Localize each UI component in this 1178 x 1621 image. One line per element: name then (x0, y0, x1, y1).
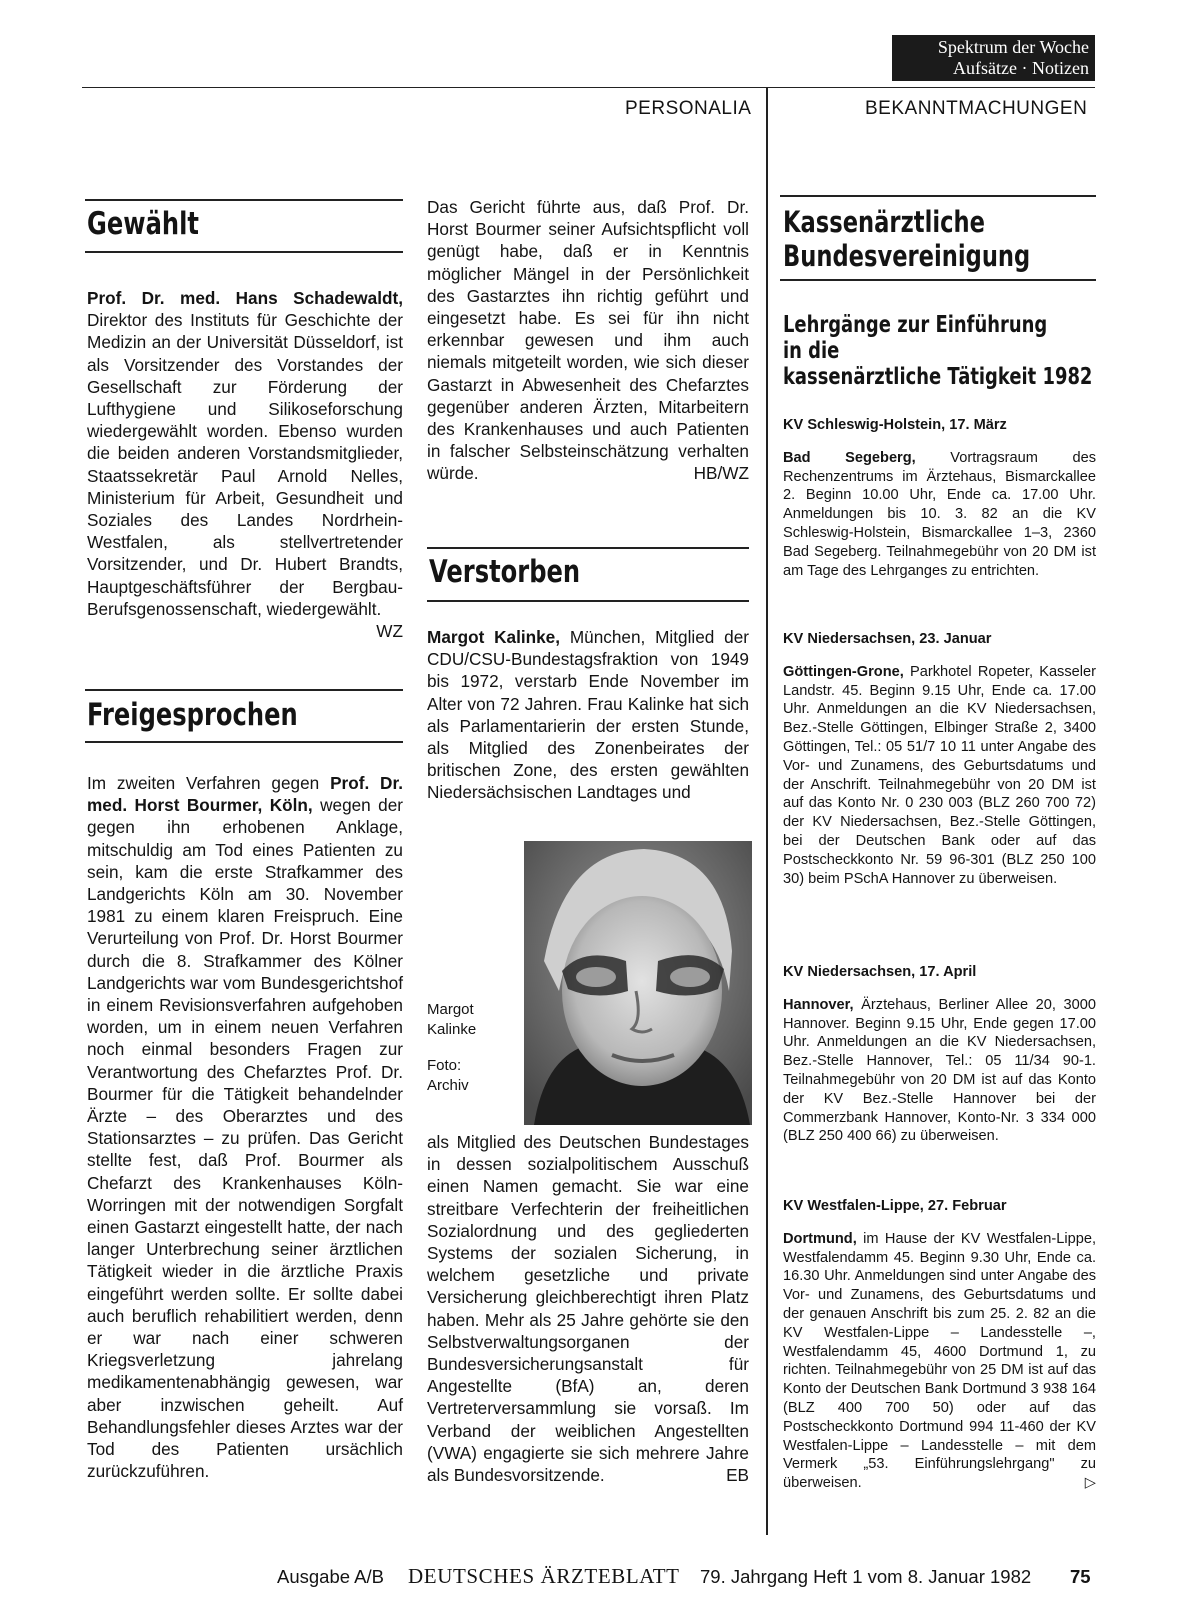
rule (427, 600, 749, 602)
kv-item (783, 416, 1096, 580)
subheading-line-2: in die (783, 338, 840, 364)
person-name: Margot Kalinke, (427, 627, 561, 647)
heading-kbv-line-1: Kassenärztliche (783, 205, 985, 239)
kv-item-place: Bad Segeberg, (783, 449, 916, 466)
heading-gewaehlt: Gewählt (87, 206, 199, 242)
heading-kbv (783, 205, 1030, 273)
kv-item-title: KV Niedersachsen, 23. Januar (783, 631, 992, 647)
photo-caption (427, 1000, 476, 1040)
section-label-personalia: PERSONALIA (625, 98, 752, 119)
article-body: wegen der gegen ihn erhobenen Anklage, mitschuldig am Tod eines Patienten zu sein, kam die erste Strafkammer des Landgerichts Köln am 30. November 1981 zu einem klaren Freispruch. Eine Verurteilung von Prof. Dr. Horst Bourmer durch die 8. Strafkammer des Kölner Landgerichts war vom Bundesgerichtshof in einem Revisionsverfahren aufgehoben worden, um in einem neuen Verfahren noch einmal besonders Fragen zur Verantwortung des Chefarztes Prof. Dr. Bourmer für die Tätigkeit behandelnder Ärzte – des Oberarztes und des Stationsarztes – zu prüfen. Das Gericht stellte fest, daß Prof. Bourmer als Chefarzt des Krankenhauses Köln-Worringen mit der notwendigen Sorgfalt einen Gastarzt eingestellt hatte, der nach langer Unterbrechung seiner ärztlichen Tätigkeit wieder in die ärztliche Praxis eingeführt werden sollte. Er sollte dabei auch beruflich rehabilitiert werden, denn er war nach einer schweren Kriegsverletzung jahrelang medikamentenabhängig gewesen, war aber inzwischen geheilt. Auf Behandlungsfehler dieses Arztes war der Tod des Patienten ursächlich zurückzuführen. (87, 795, 403, 1482)
article-verstorben-continued (427, 1131, 749, 1486)
photo-credit (427, 1056, 469, 1096)
kv-item-text: Vortragsraum des Rechenzentrums im Ärztehaus, Bismarckallee 2. Beginn 10.00 Uhr, Ende ca. 17.00 Uhr. Anmeldungen bis 10. 3. 82 an die KV Schleswig-Holstein, Bismarckallee 1–3, 2360 Bad Segeberg. Teilnahmegebühr von 20 DM ist am Tage des Lehrganges zu entrichten. (783, 449, 1096, 579)
author-signature: EB (726, 1465, 749, 1486)
rule (85, 689, 403, 691)
rule (85, 251, 403, 253)
footer-edition: Ausgabe A/B (277, 1566, 384, 1587)
header-rule (82, 87, 1095, 88)
section-label-bekanntmachungen: BEKANNTMACHUNGEN (865, 98, 1088, 119)
article-freigesprochen-continued (427, 196, 749, 485)
subheading-line-3: kassenärztliche Tätigkeit 1982 (783, 364, 1093, 390)
subheading-line-1: Lehrgänge zur Einführung (783, 312, 1048, 338)
subheading-lehrgaenge (783, 312, 1092, 390)
kv-item-text: Ärztehaus, Berliner Allee 20, 3000 Hannover. Beginn 9.15 Uhr, Ende gegen 17.00 Uhr. Anmeldungen an die KV Niedersachsen, Bez.-Stelle Hannover, Tel.: 05 11/34 90-1. Teilnahmegebühr von 20 DM ist auf das Konto der KV Bez.-Stelle Hannover bei der Commerzbank Hannover, Konto-Nr. 3 334 000 (BLZ 250 400 66) zu überweisen. (783, 996, 1097, 1145)
badge-line-1: Spektrum der Woche (937, 37, 1089, 57)
kv-item-title: KV Niedersachsen, 17. April (783, 964, 977, 980)
person-name: Prof. Dr. med. Hans Schadewaldt, (87, 288, 403, 308)
kv-item-place: Göttingen-Grone, (783, 663, 904, 680)
credit-source: Archiv (427, 1077, 469, 1094)
author-signature: WZ (376, 621, 403, 642)
kv-item-title: KV Westfalen-Lippe, 27. Februar (783, 1198, 1007, 1214)
article-body: Das Gericht führte aus, daß Prof. Dr. Horst Bourmer seiner Aufsichtspflicht voll genügt habe, daß er in Kenntnis möglicher Mängel in der Persönlichkeit des Gastarztes ihn richtig geführt und eingesetzt habe. Es sei für ihn nicht erkennbar gewesen und ihm auch niemals mitgeteilt worden, wie sich dieser Gastarzt in Abwesenheit des Chefarztes gegenüber anderen Ärzten, Mitarbeitern des Krankenhauses und auch Patienten in falscher Selbsteinschätzung verhalten würde. (427, 197, 749, 484)
kv-item-place: Hannover, (783, 996, 854, 1013)
heading-kbv-line-2: Bundesvereinigung (783, 239, 1031, 273)
heading-freigesprochen: Freigesprochen (87, 697, 298, 733)
section-badge (892, 35, 1095, 81)
footer-journal: DEUTSCHES ÄRZTEBLATT (408, 1564, 680, 1588)
credit-label: Foto: (427, 1057, 462, 1074)
rule (85, 199, 403, 201)
kv-item (783, 630, 1096, 888)
article-body: München, Mitglied der CDU/CSU-Bundestagsfraktion von 1949 bis 1972, verstarb Ende November im Alter von 72 Jahren. Frau Kalinke hat sich als Parlamentarierin der ersten Stunde, als Mitglied des Zonenbeirates der britischen Zone, des ersten gewählten Niedersächsischen Landtages und (427, 627, 749, 803)
heading-verstorben: Verstorben (429, 554, 581, 590)
rule (780, 195, 1096, 197)
article-body: als Mitglied des Deutschen Bundestages in dessen sozialpolitischem Ausschuß einen Namen gemacht. Sie war eine streitbare Verfechterin der freiheitlichen Sozialordnung und des gegliederten Systems der sozialen Sicherung, in welchem gesetzliche und private Versicherung gleichberechtigt ihren Platz haben. Mehr als 25 Jahre gehörte sie den Selbstverwaltungsorganen der Bundesversicherungsanstalt für Angestellte (BfA) an, deren Vertreterversammlung sie vorsaß. Im Verband der weiblichen Angestellten (VWA) engagierte sie sich mehrere Jahre als Bundesvorsitzende. (427, 1132, 749, 1486)
caption-name-2: Kalinke (427, 1021, 477, 1038)
column-divider (766, 88, 768, 1535)
kv-item (783, 963, 1096, 1146)
page-number: 75 (1070, 1566, 1091, 1587)
kv-item-text: Parkhotel Ropeter, Kasseler Landstr. 45. Beginn 9.15 Uhr, Ende ca. 17.00 Uhr. Anmeldungen an die KV Niedersachsen, Bez.-Stelle Göttingen, Elbinger Straße 2, 3400 Göttingen, Tel.: 05 51/7 10 11 unter Angabe des Vor- und Zunamens, des Geburtsdatums und der Anschrift. Teilnahmegebühr von 20 DM ist auf das Konto Nr. 0 230 003 (BLZ 260 700 72) der KV Niedersachsen, Bez.-Stelle Göttingen, bei der Deutschen Bank oder auf das Postscheckkonto Nr. 59 96-301 (BLZ 250 100 30) beim PSchA Hannover zu überweisen. (783, 663, 1096, 887)
caption-name-1: Margot (427, 1001, 474, 1018)
kv-item-place: Dortmund, (783, 1230, 857, 1247)
footer-issue: 79. Jahrgang Heft 1 vom 8. Januar 1982 (700, 1566, 1032, 1587)
article-freigesprochen (87, 772, 403, 1483)
article-gewaehlt (87, 287, 403, 642)
rule (780, 279, 1096, 281)
article-intro: Im zweiten Verfahren gegen (87, 773, 320, 793)
article-verstorben (427, 626, 749, 804)
portrait-photo (524, 841, 752, 1125)
kv-item (783, 1197, 1096, 1493)
continue-arrow-icon: ▷ (1084, 1475, 1096, 1492)
person-name: Prof. Dr. med. Horst Bourmer, Köln, (87, 773, 403, 816)
author-signature: HB/WZ (693, 463, 749, 484)
kv-item-title: KV Schleswig-Holstein, 17. März (783, 417, 1007, 433)
rule (85, 741, 403, 743)
badge-line-2: Aufsätze · Notizen (953, 58, 1089, 78)
article-body: Direktor des Instituts für Geschichte der Medizin an der Universität Düsseldorf, ist als Vorsitzender des Vorstandes der Gesellschaft zur Förderung der Lufthygiene und Silikoseforschung wiedergewählt worden. Ebenso wurden die beiden anderen Vorstandsmitglieder, Staatssekretär Paul Arnold Nelles, Ministerium für Arbeit, Gesundheit und Soziales des Landes Nordrhein-Westfalen, als stellvertretender Vorsitzender, und Dr. Hubert Brandts, Hauptgeschäftsführer der Bergbau-Berufsgenossenschaft, wiedergewählt. (87, 310, 403, 619)
portrait-image (524, 841, 752, 1125)
kv-item-text: im Hause der KV Westfalen-Lippe, Westfalendamm 45. Beginn 9.30 Uhr, Ende ca. 16.30 Uhr. Anmeldungen sind unter Angabe des Vor- und Zunamens, des Geburtsdatums und der genauen Anschrift bis zum 25. 2. 82 an die KV Westfalen-Lippe – Landesstelle –, Westfalendamm 45, 4600 Dortmund 1, zu richten. Teilnahmegebühr von 25 DM ist auf das Konto der Deutschen Bank Dortmund 3 938 164 (BLZ 400 700 50) oder auf das Postscheckkonto Dortmund 994 11-460 der KV Westfalen-Lippe – Landesstelle – mit dem Vermerk „53. Einführungslehrgang" zu überweisen. (783, 1230, 1097, 1492)
rule (427, 547, 749, 549)
